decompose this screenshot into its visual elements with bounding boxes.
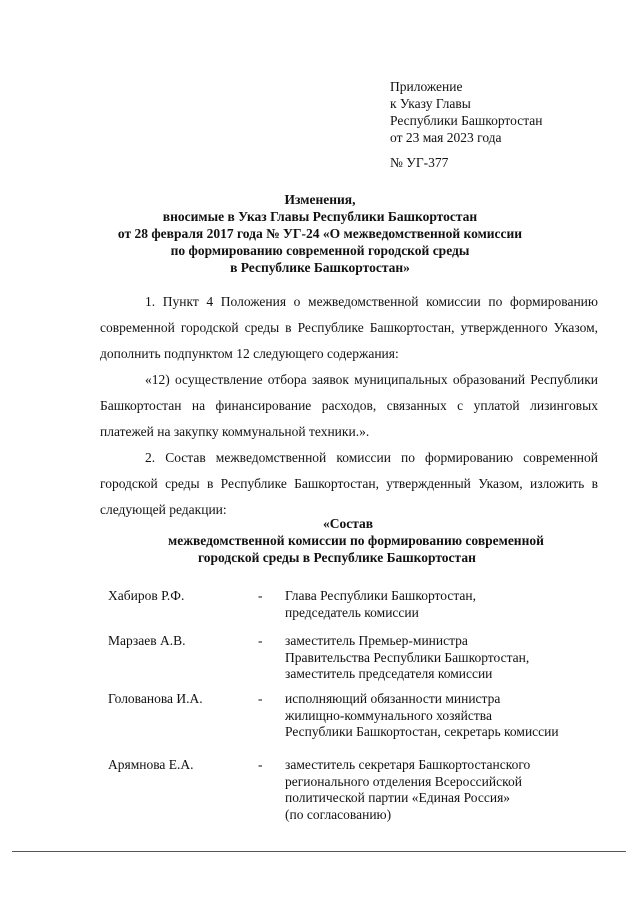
appendix-line: Республики Башкортостан: [390, 113, 543, 128]
member-role: [285, 691, 578, 741]
member-role-line: заместитель секретаря Башкортостанского: [285, 757, 531, 772]
appendix-line: к Указу Главы: [390, 96, 471, 111]
appendix-header: [390, 78, 543, 171]
member-role: [285, 588, 578, 621]
member-role-line: Республики Башкортостан, секретарь комиссии: [285, 724, 559, 739]
title-line: от 28 февраля 2017 года № УГ-24 «О межведомственной комиссии: [117, 226, 523, 241]
member-role-line: (по согласованию): [285, 806, 392, 822]
composition-title: [100, 515, 640, 566]
document-body: [100, 289, 598, 523]
member-role-line: регионального отделения Всероссийской: [285, 773, 522, 789]
title-line: Изменения,: [284, 192, 356, 207]
member-role-line: Глава Республики Башкортостан,: [285, 588, 476, 603]
members-list: [108, 588, 578, 823]
member-role-line: жилищно-коммунального хозяйства: [285, 707, 492, 723]
paragraph-2: «12) осуществление отбора заявок муниципальных образований Республики Башкортостан на финансирование расходов, связанных с уплатой лизинговых платежей на закупку коммунальной техники.».: [100, 372, 598, 439]
paragraph-3: 2. Состав межведомственной комиссии по формированию современной городской среды в Республике Башкортостан, утвержденный Указом, изложить в следующей редакции:: [100, 450, 598, 517]
appendix-number: № УГ-377: [390, 155, 449, 170]
member-role-line: заместитель Премьер-министра: [285, 633, 468, 648]
member-row: [108, 691, 578, 757]
member-dash: -: [258, 691, 263, 706]
member-row: [108, 633, 578, 691]
member-dash: -: [258, 757, 263, 772]
appendix-date: от 23 мая 2023 года: [390, 130, 502, 145]
member-name: Арямнова Е.А.: [108, 757, 194, 772]
member-row: [108, 588, 578, 633]
member-role: [285, 633, 578, 683]
member-role-line: заместитель председателя комиссии: [285, 666, 493, 681]
member-role-line: политической партии «Единая Россия»: [285, 790, 511, 805]
member-role-line: Правительства Республики Башкортостан,: [285, 649, 530, 665]
title-line: по формированию современной городской среды: [170, 243, 470, 258]
composition-title-line: межведомственной комиссии по формированию современной: [168, 533, 544, 548]
member-row: [108, 757, 578, 823]
composition-title-line: «Состав: [323, 516, 374, 531]
composition-title-line: городской среды в Республике Башкортостан: [198, 550, 476, 565]
document-title: [100, 191, 540, 276]
member-dash: -: [258, 633, 263, 648]
member-dash: -: [258, 588, 263, 603]
title-line: вносимые в Указ Главы Республики Башкортостан: [162, 209, 478, 224]
paragraph-1: 1. Пункт 4 Положения о межведомственной комиссии по формированию современной городской среды в Республике Башкортостан, утвержденного Указом, дополнить подпунктом 12 следующего содержания:: [100, 294, 598, 361]
page-divider: [12, 851, 626, 852]
member-name: Хабиров Р.Ф.: [108, 588, 185, 603]
member-role-line: председатель комиссии: [285, 604, 419, 620]
member-name: Голованова И.А.: [108, 691, 203, 706]
member-name: Марзаев А.В.: [108, 633, 186, 648]
title-line: в Республике Башкортостан»: [230, 260, 410, 275]
appendix-line: Приложение: [390, 79, 463, 94]
member-role-line: исполняющий обязанности министра: [285, 691, 501, 706]
member-role: [285, 757, 578, 823]
